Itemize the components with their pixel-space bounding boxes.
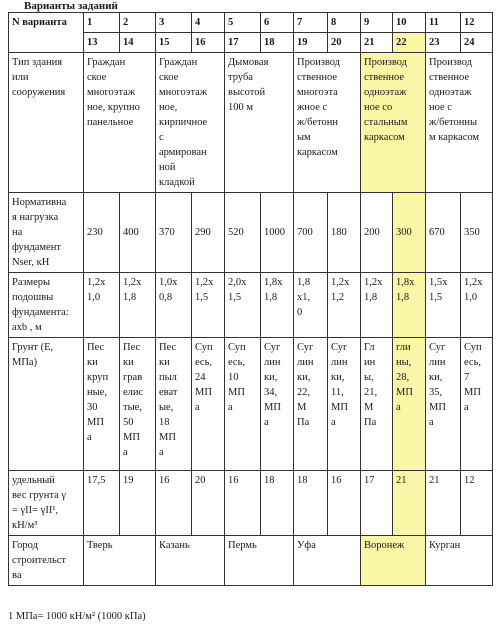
cell-line: Пес — [87, 342, 105, 353]
load-row — [9, 193, 493, 273]
soil-value — [120, 338, 156, 471]
cell-line: ны, — [396, 357, 412, 368]
soil-value — [328, 338, 361, 471]
size-value — [361, 273, 393, 338]
load-value: 200 — [361, 193, 393, 273]
building-type-cell — [156, 53, 225, 193]
cell-line: одноэтаж — [429, 87, 472, 98]
cell-line: армирован — [159, 147, 207, 158]
variant-number: 24 — [461, 33, 493, 53]
variant-number: 19 — [294, 33, 328, 53]
cell-line: стальным — [364, 117, 408, 128]
cell-line: Граждан — [87, 57, 126, 68]
building-type-cell — [361, 53, 426, 193]
cell-line: удельный — [12, 475, 55, 486]
soil-value — [192, 338, 225, 471]
building-type-label — [9, 53, 84, 193]
size-value — [294, 273, 328, 338]
load-value: 230 — [84, 193, 120, 273]
cell-line: многоэтаж — [159, 87, 208, 98]
cell-line: а — [429, 417, 434, 428]
size-label — [9, 273, 84, 338]
weight-value: 21 — [393, 471, 426, 536]
cell-line: 11, — [331, 387, 344, 398]
variant-number: 10 — [393, 13, 426, 33]
city-label — [9, 536, 84, 586]
cell-line: жное с — [297, 102, 328, 113]
load-value: 670 — [426, 193, 461, 273]
cell-line: пыл — [159, 372, 177, 383]
building-type-cell — [84, 53, 156, 193]
cell-line: 1,0 — [87, 292, 101, 303]
weight-value: 20 — [192, 471, 225, 536]
cell-line: 28, — [396, 372, 410, 383]
cell-line: 34, — [264, 387, 278, 398]
cell-line: МП — [123, 432, 140, 443]
cell-line: кладкой — [159, 177, 195, 188]
cell-line: многоэта — [297, 87, 338, 98]
cell-line: МП — [228, 387, 245, 398]
variant-number: 16 — [192, 33, 225, 53]
cell-line: МП — [396, 387, 413, 398]
variant-number: 14 — [120, 33, 156, 53]
cell-line: 24 — [195, 372, 206, 383]
variant-number: 13 — [84, 33, 120, 53]
cell-line: МП — [195, 387, 212, 398]
cell-line: МП — [331, 402, 348, 413]
variant-number: 9 — [361, 13, 393, 33]
variants-table — [8, 12, 493, 586]
cell-line: 1,2x — [123, 277, 142, 288]
variant-number: 18 — [261, 33, 294, 53]
load-label — [9, 193, 84, 273]
cell-line: фундамент — [12, 242, 61, 253]
size-value — [426, 273, 461, 338]
cell-line: Производ — [364, 57, 408, 68]
cell-line: а — [195, 402, 200, 413]
soil-value — [426, 338, 461, 471]
cell-line: еват — [159, 387, 178, 398]
building-type-cell — [225, 53, 294, 193]
cell-line: 1,0 — [464, 292, 478, 303]
cell-line: 22, — [297, 387, 311, 398]
cell-line: МПа) — [12, 357, 38, 368]
cell-line: на — [12, 227, 23, 238]
cell-line: фундамента: — [12, 307, 69, 318]
cell-line: 35, — [429, 387, 443, 398]
cell-line: Суг — [429, 342, 446, 353]
cell-line: круп — [87, 372, 109, 383]
cell-line: вес грунта γ — [12, 490, 67, 501]
cell-line: подошвы — [12, 292, 54, 303]
size-value — [393, 273, 426, 338]
cell-line: панельное — [87, 117, 134, 128]
cell-line: Суг — [297, 342, 314, 353]
cell-line: Грунт (Е, — [12, 342, 54, 353]
size-value — [156, 273, 192, 338]
cell-line: 21, — [364, 387, 378, 398]
cell-line: ки, — [429, 372, 443, 383]
cell-line: ственное — [429, 72, 470, 83]
weight-value: 16 — [225, 471, 261, 536]
cell-line: лин — [264, 357, 281, 368]
weight-value: 12 — [461, 471, 493, 536]
cell-line: axb , м — [12, 322, 42, 333]
cell-line: 1,5 — [429, 292, 443, 303]
variant-number: 2 — [120, 13, 156, 33]
cell-line: Па — [364, 417, 377, 428]
load-value: 350 — [461, 193, 493, 273]
cell-line: м каркасом — [429, 132, 480, 143]
cell-line: Суп — [464, 342, 482, 353]
city-value: Пермь — [225, 536, 294, 586]
cell-line: Тип здания — [12, 57, 63, 68]
weight-value: 16 — [328, 471, 361, 536]
cell-line: 1,8 — [396, 292, 410, 303]
cell-line: ственное — [364, 72, 405, 83]
weight-value: 17,5 — [84, 471, 120, 536]
size-value — [328, 273, 361, 338]
cell-line: МП — [464, 387, 481, 398]
load-value: 180 — [328, 193, 361, 273]
cell-line: ное, крупно — [87, 102, 140, 113]
soil-value — [225, 338, 261, 471]
cell-line: ж/бетонн — [297, 117, 338, 128]
cell-line: ки — [159, 357, 170, 368]
variant-number: 3 — [156, 13, 192, 33]
weight-value: 17 — [361, 471, 393, 536]
cell-line: ское — [159, 72, 179, 83]
cell-line: лин — [429, 357, 446, 368]
weight-label — [9, 471, 84, 536]
city-value: Тверь — [84, 536, 156, 586]
variant-number: 11 — [426, 13, 461, 33]
cell-line: ки, — [264, 372, 278, 383]
cell-line: 10 — [228, 372, 239, 383]
cell-line: М — [364, 402, 374, 413]
cell-line: есь, — [195, 357, 212, 368]
cell-line: ки, — [297, 372, 311, 383]
header-label: N варианта — [9, 13, 84, 53]
load-value: 300 — [393, 193, 426, 273]
cell-line: а — [464, 402, 469, 413]
cell-line: а — [87, 432, 92, 443]
soil-value — [393, 338, 426, 471]
building-type-cell — [426, 53, 493, 193]
cell-line: МП — [159, 432, 176, 443]
weight-value: 19 — [120, 471, 156, 536]
cell-line: кирпичное — [159, 117, 208, 128]
cell-line: высотой — [228, 87, 266, 98]
city-value: Уфа — [294, 536, 361, 586]
cell-line: 100 м — [228, 102, 254, 113]
soil-value — [461, 338, 493, 471]
weight-row — [9, 471, 493, 536]
cell-line: ы, — [364, 372, 374, 383]
weight-value: 18 — [294, 471, 328, 536]
cell-line: или — [12, 72, 29, 83]
cell-line: елис — [123, 387, 144, 398]
variant-number: 1 — [84, 13, 120, 33]
load-value: 700 — [294, 193, 328, 273]
building-type-cell — [294, 53, 361, 193]
load-value: 520 — [225, 193, 261, 273]
variant-number: 23 — [426, 33, 461, 53]
building-type-row — [9, 53, 493, 193]
footnote: 1 МПа= 1000 кН/м² (1000 кПа) — [8, 611, 146, 622]
cell-line: грав — [123, 372, 143, 383]
cell-line: Суп — [228, 342, 246, 353]
size-row — [9, 273, 493, 338]
cell-line: лин — [297, 357, 314, 368]
cell-line: ное со — [364, 102, 393, 113]
size-value — [461, 273, 493, 338]
cell-line: каркасом — [364, 132, 405, 143]
variant-number: 21 — [361, 33, 393, 53]
load-value: 400 — [120, 193, 156, 273]
cell-line: Город — [12, 540, 38, 551]
cell-line: ное, — [159, 102, 178, 113]
weight-value: 18 — [261, 471, 294, 536]
cell-line: сооружения — [12, 87, 66, 98]
cell-line: 1,2 — [331, 292, 345, 303]
cell-line: x1, — [297, 292, 311, 303]
cell-line: одноэтаж — [364, 87, 407, 98]
cell-line: 2,0x — [228, 277, 247, 288]
cell-line: а — [159, 447, 164, 458]
cell-line: а — [228, 402, 233, 413]
cell-line: Граждан — [159, 57, 198, 68]
cell-line: 1,2x — [87, 277, 106, 288]
size-value — [192, 273, 225, 338]
cell-line: ское — [87, 72, 107, 83]
variant-number: 22 — [393, 33, 426, 53]
cell-line: 1,5 — [195, 292, 209, 303]
cell-line: лин — [331, 357, 348, 368]
cell-line: МП — [87, 417, 104, 428]
cell-line: с — [159, 132, 164, 143]
cell-line: 1,0x — [159, 277, 178, 288]
cell-line: гли — [396, 342, 411, 353]
variant-number: 4 — [192, 13, 225, 33]
load-value: 290 — [192, 193, 225, 273]
soil-value — [156, 338, 192, 471]
soil-label — [9, 338, 84, 471]
size-value — [120, 273, 156, 338]
cell-line: тые, — [123, 402, 142, 413]
city-value: Курган — [426, 536, 493, 586]
cell-line: Суг — [331, 342, 348, 353]
cell-line: строительст — [12, 555, 67, 566]
load-value: 370 — [156, 193, 192, 273]
cell-line: ное с — [429, 102, 452, 113]
cell-line: 1,2x — [364, 277, 383, 288]
cell-line: ные, — [87, 387, 107, 398]
cell-line: а — [264, 417, 269, 428]
cell-line: 1,5 — [228, 292, 242, 303]
cell-line: Производ — [297, 57, 341, 68]
cell-line: а — [123, 447, 128, 458]
size-value — [225, 273, 261, 338]
cell-line: а — [396, 402, 401, 413]
cell-line: МП — [429, 402, 446, 413]
variant-number: 5 — [225, 13, 261, 33]
cell-line: ки, — [331, 372, 345, 383]
cell-line: ственное — [297, 72, 338, 83]
cell-line: Па — [297, 417, 310, 428]
cell-line: ки — [123, 357, 134, 368]
cell-line: многоэтаж — [87, 87, 136, 98]
cell-line: 18 — [159, 417, 170, 428]
soil-value — [294, 338, 328, 471]
load-value: 1000 — [261, 193, 294, 273]
cell-line: ной — [159, 162, 176, 173]
cell-line: 1,8 — [123, 292, 137, 303]
soil-row — [9, 338, 493, 471]
cell-line: каркасом — [297, 147, 338, 158]
cell-line: Пес — [159, 342, 177, 353]
city-value: Казань — [156, 536, 225, 586]
cell-line: 1,8 — [297, 277, 311, 288]
cell-line: Суг — [264, 342, 281, 353]
cell-line: 1,2x — [331, 277, 350, 288]
cell-line: 7 — [464, 372, 470, 383]
cell-line: есь, — [464, 357, 481, 368]
city-row — [9, 536, 493, 586]
cell-line: кН/м³ — [12, 520, 38, 531]
cell-line: Пес — [123, 342, 141, 353]
cell-line: ые, — [159, 402, 174, 413]
cell-line: 1,8x — [264, 277, 283, 288]
soil-value — [361, 338, 393, 471]
cell-line: а — [331, 417, 336, 428]
cell-line: труба — [228, 72, 253, 83]
soil-value — [84, 338, 120, 471]
city-value: Воронеж — [361, 536, 426, 586]
cell-line: Нормативна — [12, 197, 67, 208]
cell-line: МП — [264, 402, 281, 413]
variant-number: 17 — [225, 33, 261, 53]
cell-line: 0 — [297, 307, 303, 318]
header-row — [9, 13, 493, 33]
variant-number: 12 — [461, 13, 493, 33]
cell-line: ж/бетонны — [429, 117, 478, 128]
variant-number: 15 — [156, 33, 192, 53]
cell-line: Суп — [195, 342, 213, 353]
cell-line: 0,8 — [159, 292, 173, 303]
variant-number: 20 — [328, 33, 361, 53]
cell-line: 1,2x — [195, 277, 214, 288]
cell-line: 30 — [87, 402, 98, 413]
cell-line: ым — [297, 132, 311, 143]
cell-line: ин — [364, 357, 376, 368]
soil-value — [261, 338, 294, 471]
weight-value: 21 — [426, 471, 461, 536]
cell-line: Производ — [429, 57, 473, 68]
size-value — [261, 273, 294, 338]
page-title: Варианты заданий — [24, 0, 118, 12]
variant-number: 8 — [328, 13, 361, 33]
weight-value: 16 — [156, 471, 192, 536]
variant-number: 6 — [261, 13, 294, 33]
cell-line: Nser, кН — [12, 257, 50, 268]
cell-line: 1,8 — [364, 292, 378, 303]
cell-line: есь, — [228, 357, 245, 368]
cell-line: 1,8x — [396, 277, 415, 288]
cell-line: Гл — [364, 342, 375, 353]
cell-line: = γII= γII¹, — [12, 505, 59, 516]
variant-number: 7 — [294, 13, 328, 33]
cell-line: Дымовая — [228, 57, 269, 68]
cell-line: ки — [87, 357, 98, 368]
cell-line: 1,2x — [464, 277, 483, 288]
cell-line: ва — [12, 570, 22, 581]
cell-line: 1,8 — [264, 292, 278, 303]
cell-line: М — [297, 402, 307, 413]
cell-line: Размеры — [12, 277, 51, 288]
cell-line: я нагрузка — [12, 212, 59, 223]
cell-line: 1,5x — [429, 277, 448, 288]
cell-line: 50 — [123, 417, 134, 428]
size-value — [84, 273, 120, 338]
